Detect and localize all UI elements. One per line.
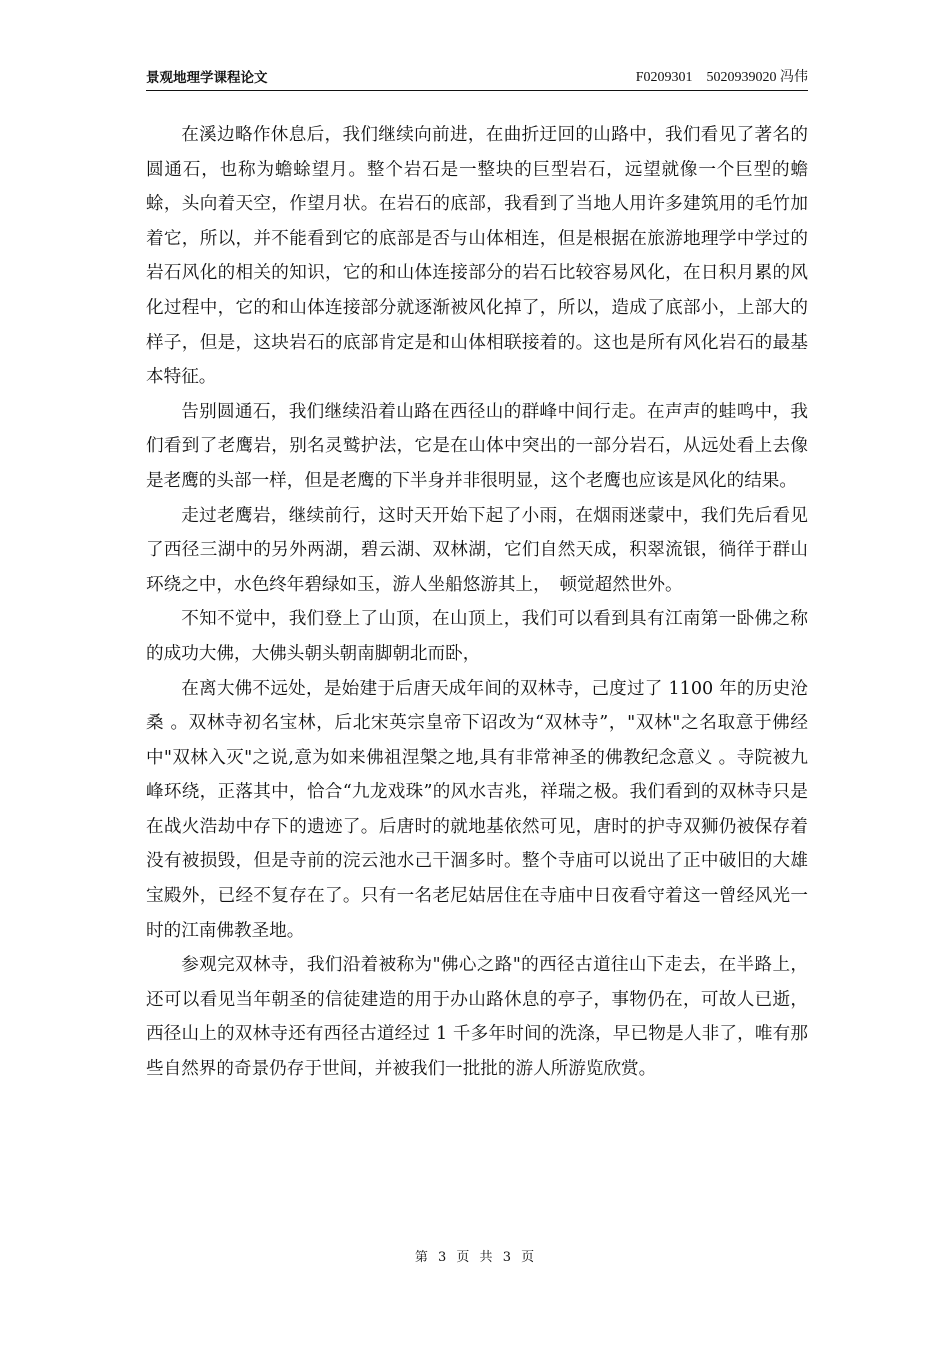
paragraph-5: 在离大佛不远处，是始建于后唐天成年间的双林寺，己度过了 1100 年的历史沧桑 。双林寺初名宝林，后北宋英宗皇帝下诏改为“双林寺”，"双林"之名取意于佛经中"双林入灭"之说,意为如来佛祖涅槃之地,具有非常神圣的佛教纪念意义 。寺院被九峰环绕，正落其中，恰合“九龙戏珠”的风水吉兆，祥瑞之极。我们看到的双林寺只是在战火浩劫中存下的遗迹了。后唐时的就地基依然可见，唐时的护寺双狮仍被保存着没有被损毁，但是寺前的浣云池水己干涸多时。整个寺庙可以说出了正中破旧的大雄宝殿外，已经不复存在了。只有一名老尼姑居住在寺庙中日夜看守着这一曾经风光一时的江南佛教圣地。: [146, 678, 808, 941]
paragraph-3: 走过老鹰岩，继续前行，这时天开始下起了小雨，在烟雨迷蒙中，我们先后看见了西径三湖中的另外两湖，碧云湖、双林湖，它们自然天成，积翠流银，徜徉于群山环绕之中，水色终年碧绿如玉，游人坐船悠游其上， 顿觉超然世外。: [146, 505, 808, 595]
paragraph-6: 参观完双林寺，我们沿着被称为"佛心之路"的西径古道往山下走去，在半路上，还可以看见当年朝圣的信徒建造的用于办山路休息的亭子，事物仍在，可故人已逝，西径山上的双林寺还有西径古道经过 1 千多年时间的洗涤，早已物是人非了，唯有那些自然界的奇景仍存于世间，并被我们一批批的游人所游览欣赏。: [146, 955, 808, 1080]
paragraph-4: 不知不觉中，我们登上了山顶，在山顶上，我们可以看到具有江南第一卧佛之称的成功大佛，大佛头朝头朝南脚朝北而卧，: [146, 609, 808, 664]
body-text: [146, 118, 808, 1087]
paragraph-2: 告别圆通石，我们继续沿着山路在西径山的群峰中间行走。在声声的蛙鸣中，我们看到了老鹰岩，别名灵鹫护法，它是在山体中突出的一部分岩石，从远处看上去像是老鹰的头部一样，但是老鹰的下半身并非很明显，这个老鹰也应该是风化的结果。: [146, 401, 808, 491]
page-header: [146, 66, 808, 91]
author-id: F0209301 5020939020 冯伟: [635, 70, 808, 85]
paragraph-1: 在溪边略作休息后，我们继续向前进，在曲折迂回的山路中，我们看见了著名的圆通石，也称为蟾蜍望月。整个岩石是一整块的巨型岩石，远望就像一个巨型的蟾蜍，头向着天空，作望月状。在岩石的底部，我看到了当地人用许多建筑用的毛竹加着它，所以，并不能看到它的底部是否与山体相连，但是根据在旅游地理学中学过的岩石风化的相关的知识，它的和山体连接部分的岩石比较容易风化，在日积月累的风化过程中，它的和山体连接部分就逐渐被风化掉了，所以，造成了底部小，上部大的样子，但是，这块岩石的底部肯定是和山体相联接着的。这也是所有风化岩石的最基本特征。: [146, 125, 808, 388]
course-title: 景观地理学课程论文: [146, 70, 268, 86]
page-number: 第 3 页 共 3 页: [414, 1250, 538, 1265]
